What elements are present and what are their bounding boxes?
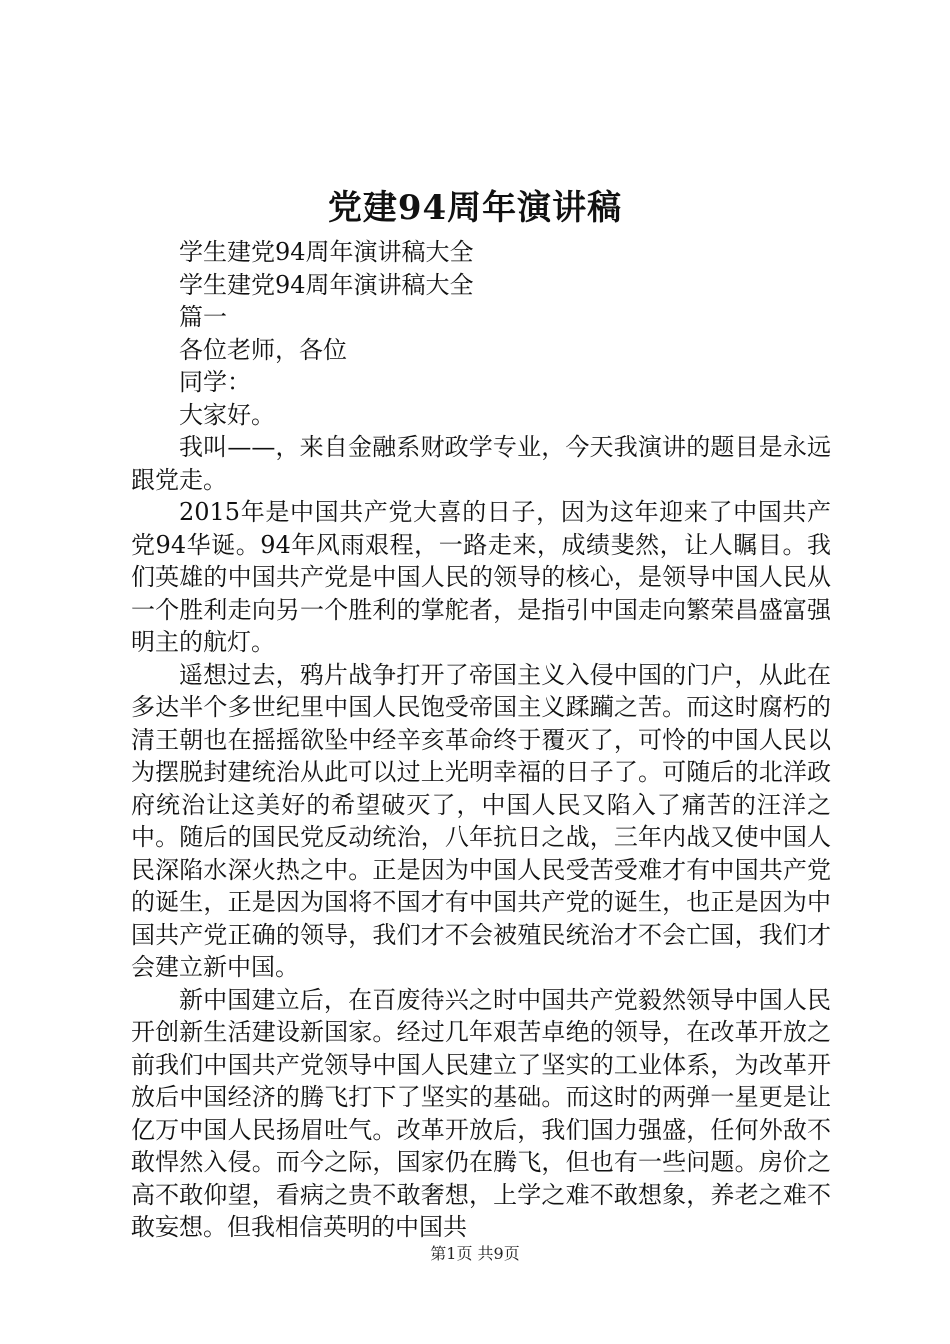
body-paragraph: 我叫——，来自金融系财政学专业，今天我演讲的题目是永远跟党走。 bbox=[131, 433, 831, 494]
greeting-line: 大家好。 bbox=[179, 400, 275, 429]
document-title: 党建94周年演讲稿 bbox=[327, 188, 623, 228]
subtitle-line: 学生建党94周年演讲稿大全 bbox=[179, 270, 474, 299]
body-paragraph: 新中国建立后，在百废待兴之时中国共产党毅然领导中国人民开创新生活建设新国家。经过几年艰苦卓绝的领导，在改革开放之前我们中国共产党领导中国人民建立了坚实的工业体系，为改革开放后中国经济的腾飞打下了坚实的基础。而这时的两弹一星更是让亿万中国人民扬眉吐气。改革开放后，我们国力强盛，任何外敌不敢悍然入侵。而今之际，国家仍在腾飞，但也有一些问题。房价之高不敢仰望，看病之贵不敢奢想，上学之难不敢想象，养老之难不敢妄想。但我相信英明的中国共 bbox=[131, 985, 831, 1241]
page-footer: 第1页 共9页 bbox=[430, 1244, 520, 1263]
subtitle-line: 学生建党94周年演讲稿大全 bbox=[179, 238, 474, 266]
section-label: 篇一 bbox=[179, 303, 227, 331]
body-paragraph: 遥想过去，鸦片战争打开了帝国主义入侵中国的门户，从此在多达半个多世纪里中国人民饱受帝国主义蹂躏之苦。而这时腐朽的清王朝也在摇摇欲坠中经辛亥革命终于覆灭了，可怜的中国人民以为摆脱封建统治从此可以过上光明幸福的日子了。可随后的北洋政府统治让这美好的希望破灭了，中国人民又陷入了痛苦的汪洋之中。随后的国民党反动统治，八年抗日之战，三年内战又使中国人民深陷水深火热之中。正是因为中国人民受苦受难才有中国共产党的诞生，正是因为国将不国才有中国共产党的诞生，也正是因为中国共产党正确的领导，我们才不会被殖民统治才不会亡国，我们才会建立新中国。 bbox=[131, 660, 831, 981]
body-paragraph: 2015年是中国共产党大喜的日子，因为这年迎来了中国共产党94华诞。94年风雨艰程，一路走来，成绩斐然，让人瞩目。我们英雄的中国共产党是中国人民的领导的核心，是领导中国人民从一个胜利走向另一个胜利的掌舵者，是指引中国走向繁荣昌盛富强明主的航灯。 bbox=[131, 498, 831, 656]
salutation-line: 各位老师，各位 bbox=[179, 335, 347, 364]
salutation-line: 同学： bbox=[179, 368, 251, 396]
document-body bbox=[131, 236, 831, 1244]
